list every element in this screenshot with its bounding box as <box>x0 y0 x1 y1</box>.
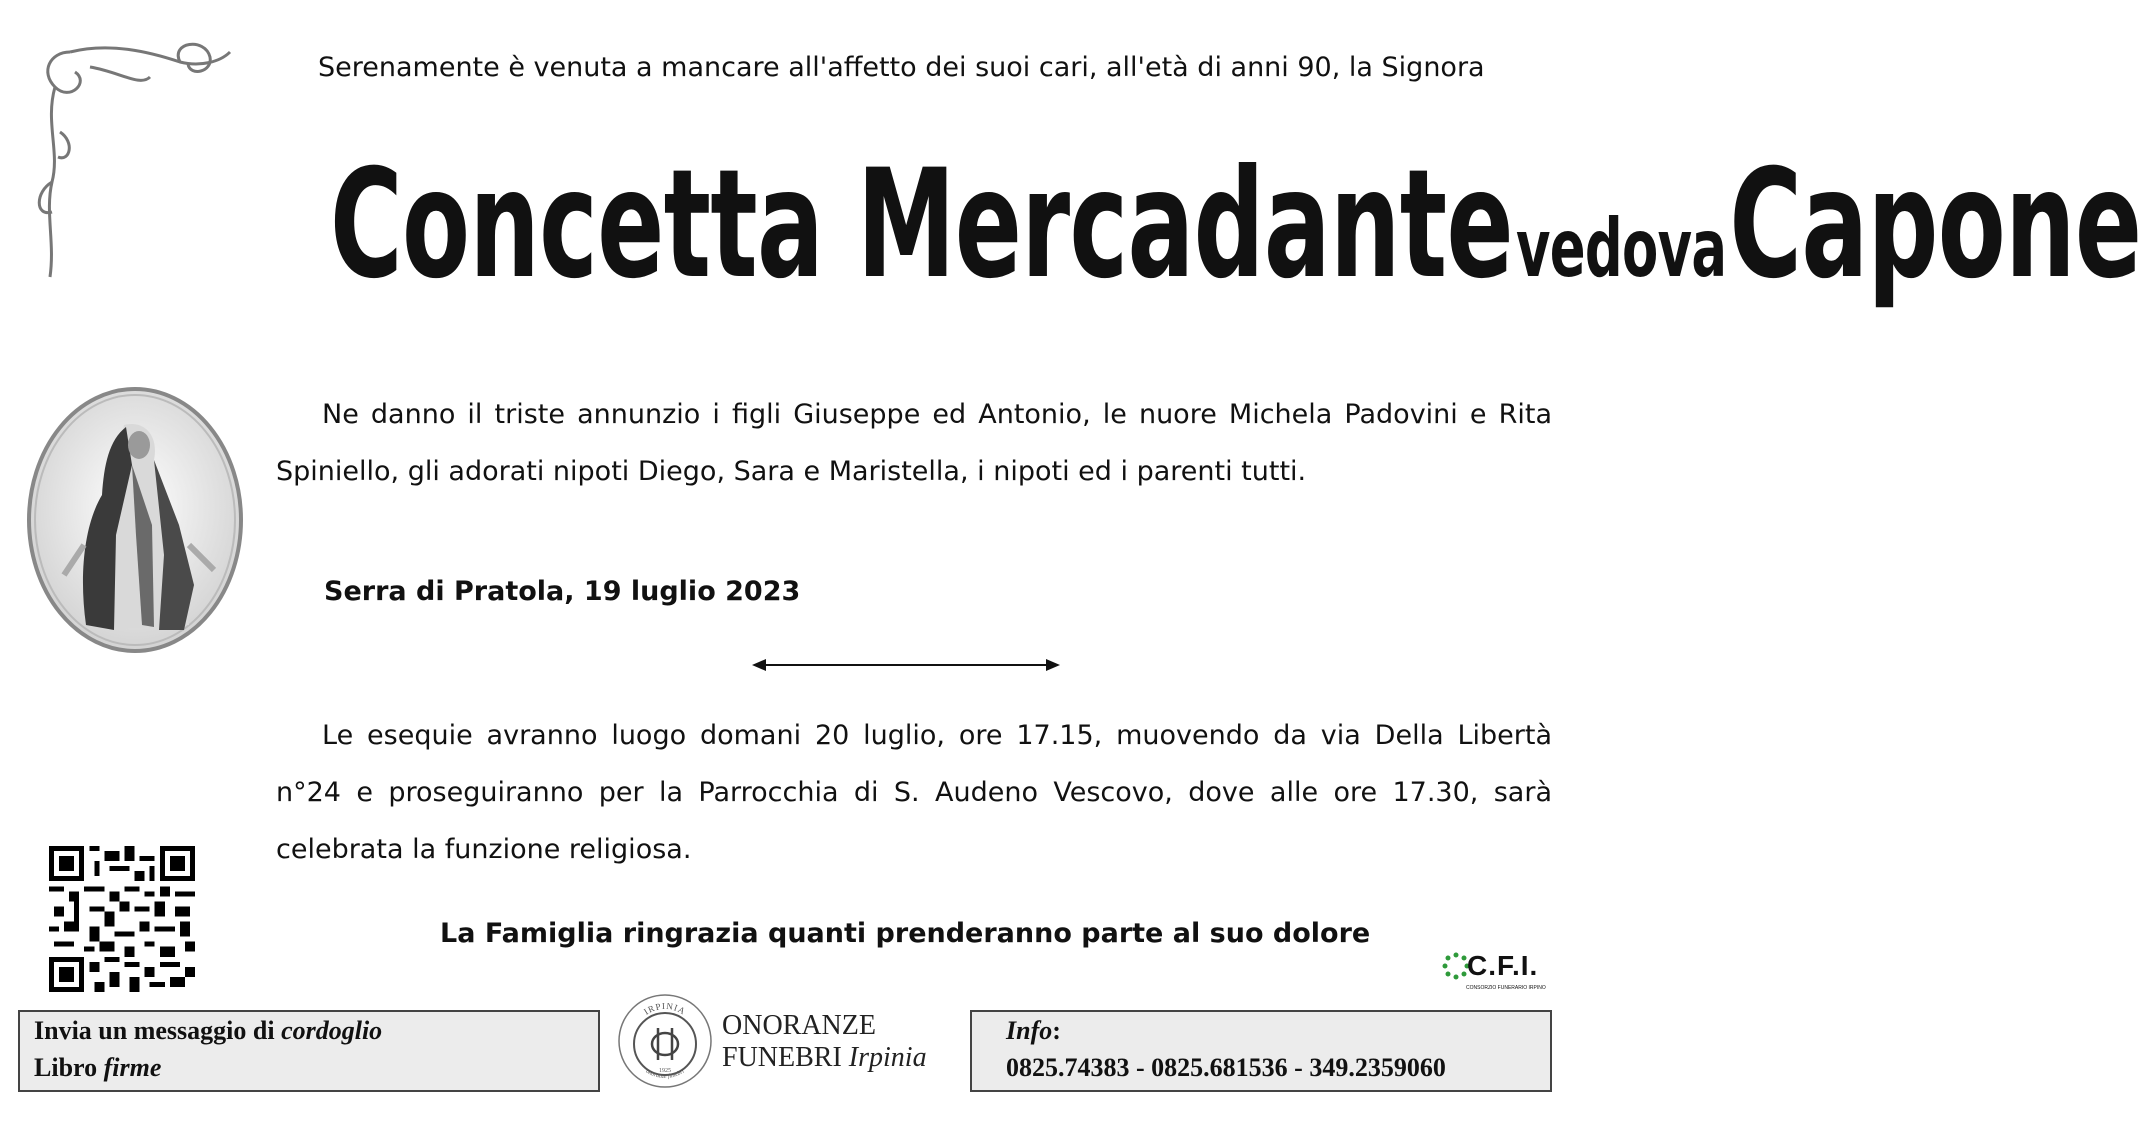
funeral-paragraph <box>276 707 1552 878</box>
intro-text: Serenamente è venuta a mancare all'affetto dei suoi cari, all'età di anni 90, la Signora <box>318 52 1485 83</box>
corner-ornament <box>30 32 240 282</box>
qr-code[interactable] <box>49 846 195 992</box>
agency-seal <box>616 992 714 1090</box>
guestbook-link[interactable]: Libro firme <box>34 1053 162 1082</box>
phone-numbers[interactable]: 0825.74383 - 0825.681536 - 349.2359060 <box>1006 1053 1446 1082</box>
place-date: Serra di Pratola, 19 luglio 2023 <box>324 576 801 607</box>
name-middle: vedova <box>1515 202 1727 295</box>
name-first: Concetta Mercadante <box>330 138 1513 312</box>
family-text: Ne danno il triste annunzio i figli Giuseppe ed Antonio, le nuore Michela Padovini e Rita Spiniello, gli adorati nipoti Diego, Sara e Maristella, i nipoti ed i parenti tutti. <box>276 399 1552 487</box>
family-thanks: La Famiglia ringrazia quanti prenderanno parte al suo dolore <box>440 918 1371 949</box>
madonna-portrait <box>24 385 246 655</box>
name-last: Capone <box>1729 138 2141 312</box>
deceased-name <box>330 138 2141 312</box>
agency-name <box>722 1010 927 1074</box>
cfi-logo-dots <box>1442 952 1470 980</box>
cfi-logo: C.F.I. <box>1467 950 1539 981</box>
seal-bottom-text: onoranze funebri <box>644 1068 686 1081</box>
family-paragraph <box>276 386 1552 500</box>
seal-top-text: IRPINIA <box>641 1000 688 1017</box>
seal-year: 1925 <box>659 1068 671 1074</box>
condolence-box[interactable] <box>18 1010 600 1092</box>
divider-arrow <box>752 656 1060 674</box>
info-box <box>970 1010 1552 1092</box>
agency-line2: FUNEBRI Irpinia <box>722 1042 927 1073</box>
condolence-link[interactable]: Invia un messaggio di cordoglio <box>34 1016 383 1045</box>
cfi-subtitle: CONSORZIO FUNERARIO IRPINO <box>1466 985 1546 991</box>
info-label: Info: <box>1006 1016 1061 1045</box>
funeral-text: Le esequie avranno luogo domani 20 luglio, ore 17.15, muovendo da via Della Libertà n°24 e proseguiranno per la Parrocchia di S. Audeno Vescovo, dove alle ore 17.30, sarà celebrata la funzione religiosa. <box>276 720 1552 865</box>
agency-line1: ONORANZE <box>722 1010 876 1041</box>
